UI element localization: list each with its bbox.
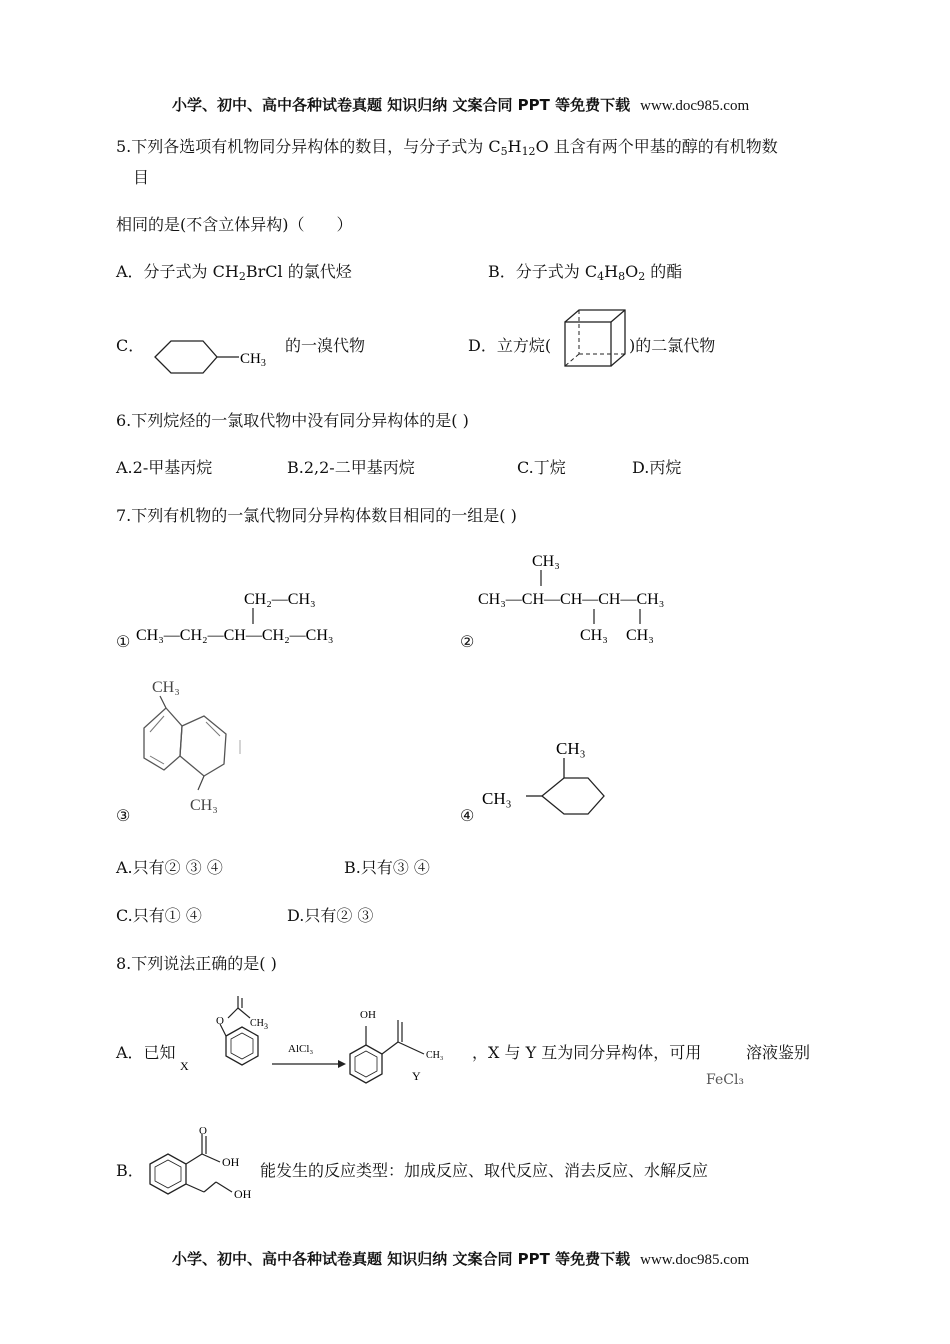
structure-1-3-ethylpentane [136, 584, 386, 646]
ch3-y: CH₃ [426, 1050, 444, 1061]
q5-stem-d: 相同的是(不含立体异构)（ ） [116, 215, 353, 234]
q8-option-a-label[interactable]: A．已知 [116, 1043, 176, 1062]
s4-top: CH₃ [556, 739, 586, 758]
q5-option-d-post: )的二氯代物 [629, 336, 716, 355]
s1-top: CH₂—CH₃ [244, 591, 316, 608]
oh-label: OH [360, 1009, 376, 1021]
cube-front [565, 322, 611, 366]
bond-line [382, 1042, 398, 1054]
q8-stem: 8.下列说法正确的是( ) [116, 954, 277, 973]
hydroxyethyl-benzoic-acid-structure [140, 1122, 260, 1204]
bond-line [198, 776, 204, 790]
s3-top: CH₃ [152, 679, 180, 696]
f-c: C [488, 137, 501, 156]
q7-label-4: ④ [460, 806, 475, 825]
structure-4-dimethylcyclohexane [482, 732, 612, 822]
q8-option-b-text: 能发生的反应类型：加成反应、取代反应、消去反应、水解反应 [260, 1161, 709, 1180]
q7-option-a[interactable]: A.只有② ③ ④ [116, 858, 223, 877]
ring-right [180, 716, 226, 776]
q5-stem-b: 且含有两个甲基的醇的有机物数 [548, 137, 778, 156]
optB-cn: 4 [597, 270, 605, 283]
q6-option-b[interactable]: B.2,2-二甲基丙烷 [287, 458, 415, 477]
double-bond [150, 716, 164, 732]
optB-on: 2 [638, 270, 646, 283]
q8-option-a-text2: 溶液鉴别 [746, 1043, 811, 1062]
q7-label-2: ② [460, 632, 475, 651]
s2-bottom1: CH₃ [580, 627, 608, 644]
bond-line [216, 1182, 232, 1192]
ch3-x: CH [250, 1018, 264, 1029]
optA-post: 的氯代烃 [282, 262, 352, 281]
header-text: 小学、初中、高中各种试卷真题 知识归纳 文案合同 PPT 等免费下载 [172, 96, 631, 114]
optA-f1n: 2 [238, 270, 246, 283]
q7-stem: 7.下列有机物的一氯代物同分异构体数目相同的一组是( ) [116, 506, 517, 525]
bond-line [398, 1042, 424, 1054]
optB-c: C [584, 262, 598, 281]
page-footer [172, 1248, 749, 1269]
q5-stem-c: 目 [133, 168, 150, 187]
fecl3-label: FeCl₃ [706, 1072, 745, 1088]
bond-line [202, 1154, 220, 1162]
q6-option-d[interactable]: D.丙烷 [632, 458, 682, 477]
hexagon-ring [155, 341, 217, 373]
q6-option-a[interactable]: A.2-甲基丙烷 [116, 458, 213, 477]
structure-2-trimethylpentane [478, 548, 718, 650]
reaction-scheme [180, 996, 470, 1088]
structure-3-dimethylnaphthalene [134, 672, 254, 822]
footer-text: 小学、初中、高中各种试卷真题 知识归纳 文案合同 PPT 等免费下载 [172, 1250, 631, 1268]
q7-option-b[interactable]: B.只有③ ④ [344, 858, 430, 877]
ch2-oh: OH [234, 1187, 252, 1201]
o-atom: O [199, 1125, 207, 1137]
f-h: H [507, 137, 522, 156]
s2-top: CH₃ [532, 553, 560, 570]
methylcyclohexane-structure [145, 335, 280, 379]
s4-left: CH₃ [482, 789, 512, 808]
cubane-structure [561, 306, 631, 370]
x-label: X [180, 1059, 189, 1073]
q5-option-b[interactable] [488, 259, 682, 283]
optB-pre: B．分子式为 [488, 262, 585, 281]
q8-option-a-text: ，X 与 Y 互为同分异构体，可用 [472, 1043, 702, 1062]
f-hn: 12 [521, 145, 536, 158]
q6-stem: 6.下列烷烃的一氯取代物中没有同分异构体的是( ) [116, 411, 469, 430]
arrow-head [338, 1060, 346, 1068]
q7-label-3: ③ [116, 806, 131, 825]
optA-f2: BrCl [245, 262, 283, 281]
s2-bottom2: CH₃ [626, 627, 654, 644]
bond-line [238, 1008, 250, 1018]
optB-h: H [604, 262, 619, 281]
aromatic-inner [231, 1033, 253, 1059]
q5-option-c-text: 的一溴代物 [285, 336, 366, 355]
s2-main: CH₃—CH—CH—CH—CH₃ [478, 591, 665, 608]
footer-url[interactable]: www.doc985.com [640, 1252, 750, 1268]
bond-line [186, 1154, 202, 1164]
bond-line [160, 696, 166, 708]
q5-option-d-pre[interactable]: D．立方烷( [468, 336, 552, 355]
q5-stem [116, 134, 778, 158]
bond-line [228, 1008, 238, 1018]
cooh-oh: OH [222, 1155, 240, 1169]
header-url[interactable]: www.doc985.com [640, 98, 750, 114]
bond-line [204, 1182, 216, 1192]
q5-stem-a: 5.下列各选项有机物同分异构体的数目，与分子式为 [116, 137, 489, 156]
s3-bottom: CH₃ [190, 797, 218, 814]
bond-line [186, 1184, 204, 1192]
aromatic-inner [355, 1051, 377, 1077]
q7-label-1: ① [116, 632, 131, 651]
q7-option-c[interactable]: C.只有① ④ [116, 906, 202, 925]
hexagon-ring [542, 778, 604, 814]
o-atom: O [216, 1015, 224, 1027]
optA-f1: CH [212, 262, 239, 281]
q5-option-a[interactable] [116, 259, 352, 283]
cube-hidden-edge [565, 354, 579, 366]
f-cn: 5 [500, 145, 508, 158]
ch3-label: $CH_3$ [240, 351, 266, 369]
ch3-x-sub: 3 [264, 1022, 268, 1031]
optB-o: O [625, 262, 639, 281]
page-header [172, 94, 749, 115]
q7-option-d[interactable]: D.只有② ③ [287, 906, 374, 925]
reagent-label: AlCl₃ [288, 1043, 314, 1055]
cube-edge [611, 310, 625, 322]
q8-option-b-label[interactable]: B． [116, 1161, 144, 1180]
y-label: Y [412, 1069, 421, 1083]
optB-hn: 8 [618, 270, 626, 283]
aromatic-inner [155, 1160, 181, 1188]
optA-pre: A．分子式为 [116, 262, 213, 281]
q5-option-c-label[interactable]: C． [116, 336, 145, 355]
s1-main: CH₃—CH₂—CH—CH₂—CH₃ [136, 627, 334, 644]
optB-post: 的酯 [645, 262, 683, 281]
q6-option-c[interactable]: C.丁烷 [517, 458, 566, 477]
f-o: O [535, 137, 549, 156]
